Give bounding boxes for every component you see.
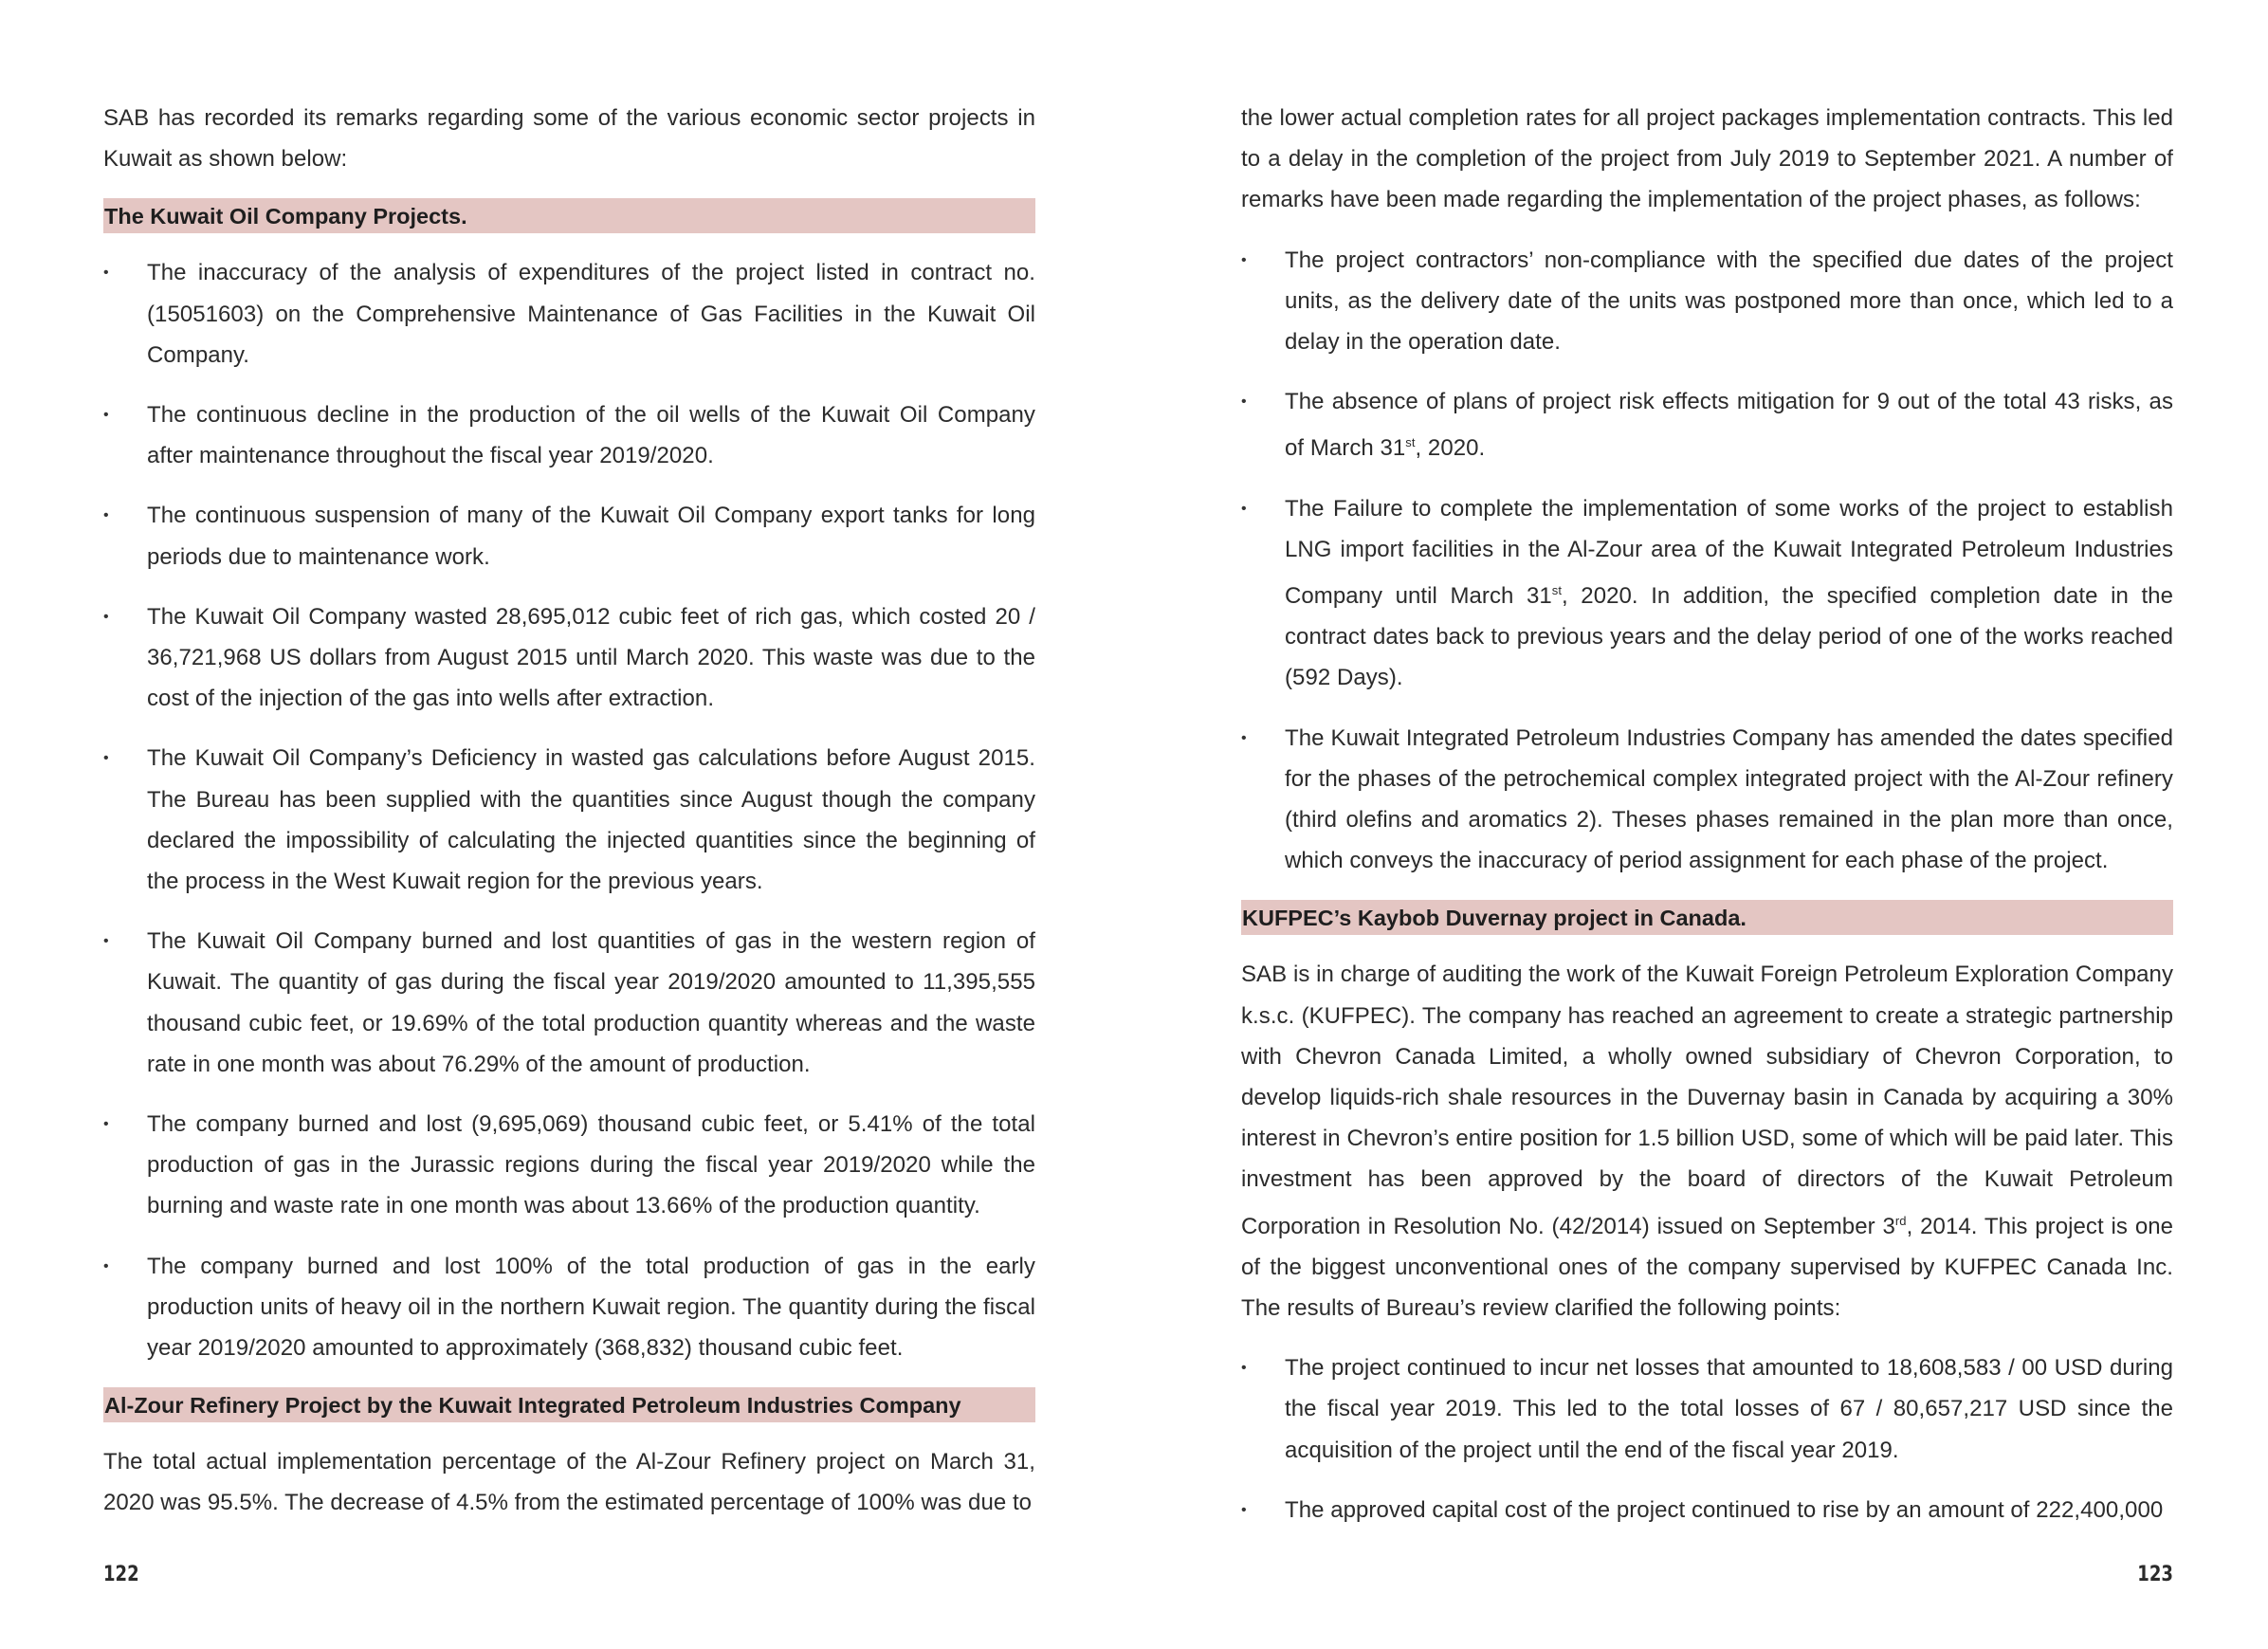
page-number-left: 122 (103, 1563, 139, 1586)
bullet-icon: • (103, 265, 109, 282)
text-run: The Failure to complete the implementation of some works of the project to establish LNG import facilities in the Al-Zour area of the Kuwait Integrated Petroleum Industries Company until March 31 (1285, 495, 2173, 610)
list-item-text: The project continued to incur net losses that amounted to 18,608,583 / 00 USD during the fiscal year 2019. This led to the total losses of 67 / 80,657,217 USD since the acquisition of the project until the end of the fiscal year 2019. (1285, 1355, 2173, 1463)
left-page-column (103, 98, 1035, 1543)
list-item (1241, 240, 2173, 363)
list-item-text: The approved capital cost of the project continued to rise by an amount of 222,400,000 (1285, 1496, 2164, 1523)
list-item (103, 394, 1035, 476)
list-item-text (1285, 488, 2173, 699)
bullet-icon: • (1241, 251, 1247, 268)
section-heading-koc: The Kuwait Oil Company Projects. (103, 198, 1035, 233)
list-item (103, 1246, 1035, 1369)
page-number-right: 123 (2137, 1563, 2173, 1586)
text-run: , 2014. This project is one of the biggest unconventional ones of the company supervised by KUFPEC Canada Inc. The results of Bureau’s review clarified the following points: (1241, 1213, 2174, 1322)
text-run: , 2020. (1415, 435, 1486, 462)
list-item-text: The Kuwait Integrated Petroleum Industries Company has amended the dates specified for the phases of the petrochemical complex integrated project with the Al-Zour refinery (third olefins and aromatics 2). Theses phases remained in the plan more than once, which conveys the inaccuracy of period assignment for each phase of the project. (1285, 724, 2173, 874)
list-item (103, 252, 1035, 376)
list-item (1241, 488, 2173, 699)
bullet-icon: • (1241, 394, 1247, 411)
list-item-text: The Kuwait Oil Company’s Deficiency in wasted gas calculations before August 2015. The Bureau has been supplied with the quantities since August though the company declared the impossibility of calculating the injected quantities since the beginning of the process in the West Kuwait region for the previous years. (147, 745, 1035, 895)
list-item (103, 738, 1035, 902)
superscript: rd (1894, 1213, 1907, 1228)
list-item (1241, 718, 2173, 882)
list-item-text: The continuous suspension of many of the Kuwait Oil Company export tanks for long periods due to maintenance work. (147, 503, 1035, 570)
list-item-text: The Kuwait Oil Company burned and lost quantities of gas in the western region of Kuwait. The quantity of gas during the fiscal year 2019/2020 amounted to 11,395,555 thousand cubic feet, or 19.69% of the total production quantity whereas and the waste rate in one month was about 76.29% of the amount of production. (147, 928, 1035, 1077)
text-run: , 2020. In addition, the specified completion date in the contract dates back to previous years and the delay period of one of the works reached (592 Days). (1285, 583, 2173, 691)
list-item (1241, 1490, 2173, 1530)
left-page (103, 0, 1035, 1649)
bullet-icon: • (103, 750, 109, 767)
bullet-icon: • (1241, 1360, 1247, 1377)
kufpec-paragraph (1241, 954, 2173, 1328)
bullet-icon: • (103, 407, 109, 424)
bullet-icon: • (1241, 729, 1247, 746)
list-item (103, 495, 1035, 577)
list-item (1241, 381, 2173, 468)
right-page (1241, 0, 2173, 1649)
bullet-icon: • (103, 507, 109, 524)
list-item-text: The project contractors’ non-compliance with the specified due dates of the project units, as the delivery date of the units was postponed more than once, which led to a delay in the operation date. (1285, 247, 2173, 356)
bullet-icon: • (1241, 1501, 1247, 1518)
list-item (103, 921, 1035, 1085)
right-page-column (1241, 98, 2173, 1549)
alzour-bullet-list (1241, 240, 2173, 882)
intro-paragraph: SAB has recorded its remarks regarding some of the various economic sector projects in Kuwait as shown below: (103, 105, 1035, 173)
section-heading-alzour: Al-Zour Refinery Project by the Kuwait Integrated Petroleum Industries Company (103, 1387, 1035, 1422)
bullet-icon: • (103, 608, 109, 625)
bullet-icon: • (103, 933, 109, 950)
superscript: st (1551, 583, 1563, 598)
continued-paragraph: the lower actual completion rates for all project packages implementation contracts. This led to a delay in the completion of the project from July 2019 to September 2021. A number of remarks have been made regarding the implementation of the project phases, as follows: (1241, 105, 2173, 213)
koc-bullet-list (103, 252, 1035, 1368)
alzour-paragraph: The total actual implementation percentage of the Al-Zour Refinery project on March 31, 2020 was 95.5%. The decrease of 4.5% from the estimated percentage of 100% was due to (103, 1449, 1035, 1516)
text-run: The absence of plans of project risk effects mitigation for 9 out of the total 43 risks, as of March 31 (1285, 389, 2173, 462)
list-item-text: The company burned and lost 100% of the total production of gas in the early production units of heavy oil in the northern Kuwait region. The quantity during the fiscal year 2019/2020 amounted to approximately (368,832) thousand cubic feet. (147, 1253, 1035, 1362)
section-heading-kufpec: KUFPEC’s Kaybob Duvernay project in Canada. (1241, 900, 2173, 935)
kufpec-bullet-list (1241, 1347, 2173, 1530)
list-item-text: The continuous decline in the production of the oil wells of the Kuwait Oil Company after maintenance throughout the fiscal year 2019/2020. (147, 402, 1035, 469)
list-item-text: The inaccuracy of the analysis of expenditures of the project listed in contract no. (15051603) on the Comprehensive Maintenance of Gas Facilities in the Kuwait Oil Company. (147, 260, 1035, 368)
bullet-icon: • (103, 1257, 109, 1274)
bullet-icon: • (103, 1116, 109, 1133)
list-item-text: The Kuwait Oil Company wasted 28,695,012 cubic feet of rich gas, which costed 20 / 36,721,968 US dollars from August 2015 until March 2020. This waste was due to the cost of the injection of the gas into wells after extraction. (147, 603, 1035, 712)
list-item-text (1285, 381, 2173, 468)
list-item-text: The company burned and lost (9,695,069) thousand cubic feet, or 5.41% of the total production of gas in the Jurassic regions during the fiscal year 2019/2020 while the burning and waste rate in one month was about 13.66% of the production quantity. (147, 1111, 1035, 1219)
text-run: SAB is in charge of auditing the work of the Kuwait Foreign Petroleum Exploration Company k.s.c. (KUFPEC). The company has reached an agreement to create a strategic partnership with Chevron Canada Limited, a wholly owned subsidiary of Chevron Corporation, to develop liquids-rich shale resources in the Duvernay basin in Canada by acquiring a 30% interest in Chevron’s entire position for 1.5 billion USD, some of which will be paid later. This investment has been approved by the board of directors of the Kuwait Petroleum Corporation in Resolution No. (42/2014) issued on September 3 (1241, 962, 2173, 1239)
list-item (1241, 1347, 2173, 1471)
superscript: st (1405, 435, 1416, 450)
list-item (103, 1104, 1035, 1227)
list-item (103, 596, 1035, 720)
bullet-icon: • (1241, 500, 1247, 517)
